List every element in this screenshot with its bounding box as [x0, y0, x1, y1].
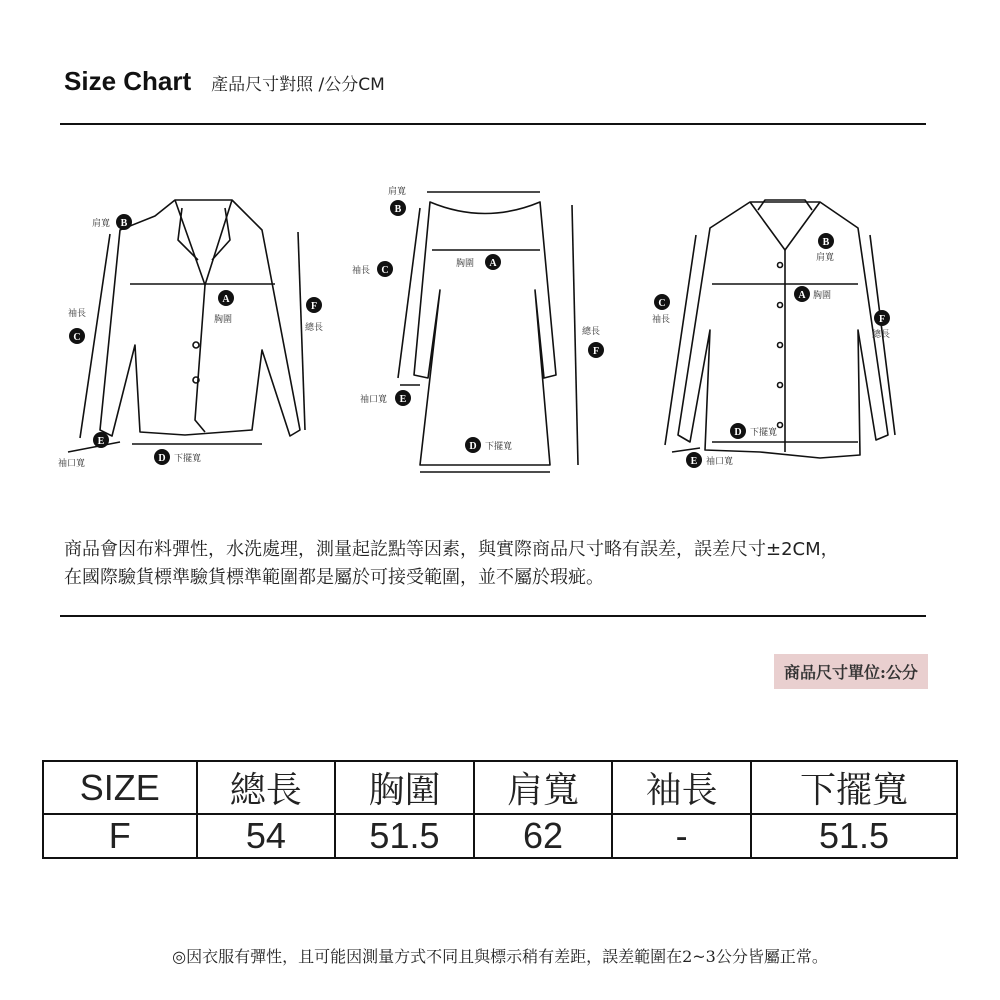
- shirt-marker-d-text: D: [734, 427, 742, 438]
- disclaimer-line-2: 在國際驗貨標準驗貨標準範圍都是屬於可接受範圍，並不屬於瑕疵。: [64, 567, 604, 588]
- dress-marker-f-text: F: [592, 346, 600, 357]
- jacket-label-hem: 下擺寬: [174, 454, 202, 464]
- jacket-marker-f-text: F: [310, 301, 318, 312]
- shirt-drawing: [665, 200, 895, 458]
- garment-diagrams: [0, 180, 1000, 490]
- cell-chest: 51.5: [335, 814, 474, 858]
- garment-diagram-svg: [0, 180, 1000, 490]
- cell-sleeve: -: [612, 814, 751, 858]
- cell-size: F: [43, 814, 197, 858]
- size-table: [42, 760, 958, 859]
- cell-hem: 51.5: [751, 814, 957, 858]
- jacket-marker-c-text: C: [73, 332, 81, 343]
- shirt-marker-e-text: E: [690, 456, 698, 467]
- table-row: [43, 814, 957, 858]
- shirt-label-cuff: 袖口寬: [706, 457, 734, 467]
- title-zh: 產品尺寸對照 /公分CM: [211, 75, 385, 95]
- dress-marker-c-text: C: [381, 265, 389, 276]
- shirt-marker-c-text: C: [658, 298, 666, 309]
- table-header-row: [43, 761, 957, 814]
- top-divider: [60, 123, 926, 125]
- header: [64, 66, 385, 97]
- shirt-label-shoulder: 肩寬: [816, 253, 835, 263]
- shirt-marker-f-text: F: [878, 314, 886, 325]
- dress-marker-b-text: B: [394, 204, 402, 215]
- title-en: Size Chart: [64, 66, 192, 96]
- dress-label-cuff: 袖口寬: [360, 395, 388, 405]
- middle-divider: [60, 615, 926, 617]
- dress-drawing: [398, 192, 578, 472]
- jacket-drawing: [68, 200, 305, 452]
- disclaimer-line-1: 商品會因布料彈性，水洗處理，測量起訖點等因素，與實際商品尺寸略有誤差，誤差尺寸±2CM，: [64, 539, 839, 560]
- dress-label-chest: 胸圍: [456, 259, 475, 269]
- jacket-marker-e-text: E: [97, 436, 105, 447]
- jacket-label-cuff: 袖口寬: [58, 459, 86, 469]
- shirt-label-length: 總長: [872, 330, 891, 340]
- dress-label-shoulder: 肩寬: [388, 187, 407, 197]
- cell-length: 54: [197, 814, 336, 858]
- jacket-marker-d-text: D: [158, 453, 166, 464]
- jacket-label-shoulder: 肩寬: [92, 219, 111, 229]
- dress-marker-e-text: E: [399, 394, 407, 405]
- jacket-label-length: 總長: [305, 323, 324, 333]
- dress-label-hem: 下擺寬: [485, 442, 513, 452]
- header-sleeve: 袖長: [612, 761, 751, 814]
- unit-badge: 商品尺寸單位:公分: [774, 654, 928, 689]
- header-length: 總長: [197, 761, 336, 814]
- dress-label-sleeve: 袖長: [352, 266, 371, 276]
- shirt-marker-b-text: B: [822, 237, 830, 248]
- jacket-label-sleeve: 袖長: [68, 309, 87, 319]
- dress-label-length: 總長: [582, 327, 601, 337]
- dress-marker-d-text: D: [469, 441, 477, 452]
- header-chest: 胸圍: [335, 761, 474, 814]
- jacket-marker-a-text: A: [222, 294, 230, 305]
- shirt-marker-a-text: A: [798, 290, 806, 301]
- header-size: SIZE: [43, 761, 197, 814]
- disclaimer-note: [64, 536, 994, 592]
- jacket-marker-b-text: B: [120, 218, 128, 229]
- shirt-label-hem: 下擺寬: [750, 428, 778, 438]
- shirt-label-sleeve: 袖長: [652, 315, 671, 325]
- footer-note: ◎因衣服有彈性，且可能因測量方式不同且與標示稍有差距，誤差範圍在2~3公分皆屬正常。: [172, 947, 828, 966]
- header-shoulder: 肩寬: [474, 761, 613, 814]
- dress-marker-a-text: A: [489, 258, 497, 269]
- header-hem: 下擺寬: [751, 761, 957, 814]
- cell-shoulder: 62: [474, 814, 613, 858]
- jacket-label-chest: 胸圍: [214, 315, 233, 325]
- shirt-label-chest: 胸圍: [813, 291, 832, 301]
